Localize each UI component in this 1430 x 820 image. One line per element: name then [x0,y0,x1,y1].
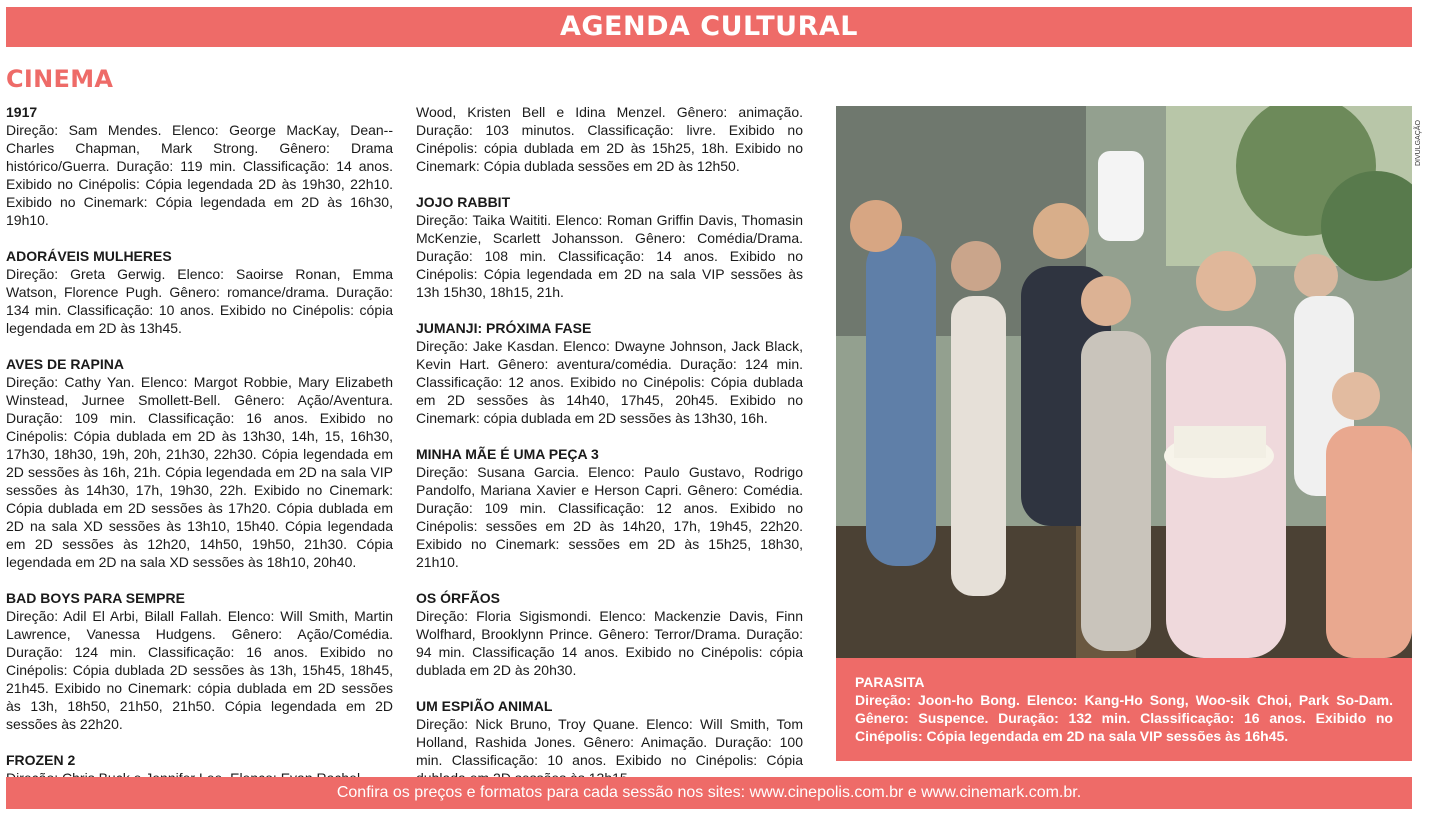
movie-entry [6,589,393,733]
movie-description: Direção: Nick Bruno, Troy Quane. Elenco: Will Smith, Tom Holland, Rashida Jones. Gênero: Animação. Duração: 100 min. Classificação: 10 anos. Exibido no Cinépolis: Cópia [416,716,803,768]
listing-column-1 [6,103,393,805]
movie-title: FROZEN 2 [6,752,76,768]
movie-title: OS ÓRFÃOS [416,590,501,606]
footer-note: Confira os preços e formatos para cada sessão nos sites: www.cinepolis.com.br e www.cinemark.com.br. [6,777,1412,809]
movie-entry [416,589,803,679]
movie-entry [416,697,803,787]
movie-title: 1917 [6,104,38,120]
movie-description: Direção: Floria Sigismondi. Elenco: Mackenzie Davis, Finn Wolfhard, Brooklynn Prince. Gênero: Terror/Drama. Duração: 94 min. Classificação 14 anos. Exibido no Cinépolis: cópia dublada em 2D às 20h30. [416,608,803,678]
movie-title: ADORÁVEIS MULHERES [6,248,172,264]
movie-description: Direção: Greta Gerwig. Elenco: Saoirse Ronan, Emma Watson, Florence Pugh. Gênero: romance/drama. Duração: 134 min. Classificação: 10 anos. Exibido no Cinépolis: cópia legendada em 2D às 13h45. [6,266,393,336]
movie-entry [6,355,393,571]
listing-column-2 [416,103,803,805]
movie-description: Direção: Susana Garcia. Elenco: Paulo Gustavo, Rodrigo Pandolfo, Mariana Xavier e Herson Capri. Gênero: Comédia. Duração: 109 min. Classificação: 12 anos. Exibido no Cinépolis: sessões em 2D às 14h20, 17h, 19h45, 22h20. Exibido no Cinemark: sessões em 2D às 15h25, 18h30, 21h10. [416,464,803,570]
movie-description: Direção: Jake Kasdan. Elenco: Dwayne Johnson, Jack Black, Kevin Hart. Gênero: aventura/comédia. Duração: 124 min. Classificação: 12 anos. Exibido no Cinépolis: Cópia dublada em 2D sessões às 14h40, 17h45, 20h45. Exibido no Cinemark: cópia dublada em 2D sessões às 13h30, 16h. [416,338,803,426]
movie-title: BAD BOYS PARA SEMPRE [6,590,185,606]
movie-description: Direção: Adil El Arbi, Bilall Fallah. Elenco: Will Smith, Martin Lawrence, Vanessa Hudgens. Gênero: Ação/Comédia. Duração: 124 min. Classificação: 16 anos. Exibido no Cinépolis: Cópia dublada 2D sessões às 13h, 15h45, 18h45, 21h45. Exibido no Cinemark: cópia dublada em 2D sessões às 13h, 18h50, 21h50, 21h50. Cópia legendada em 2D sessões às 22h20. [6,608,393,732]
movie-description-continuation: Wood, Kristen Bell e Idina Menzel. Gênero: animação. Duração: 103 minutos. Classificação: livre. Exibido no Cinépolis: cópia dublada em 2D às 15h25, 18h. Exibido no Cinemark: Cópia dublada sessões em 2D às 12h50. [416,104,803,174]
movie-title: MINHA MÃE É UMA PEÇA 3 [416,446,599,462]
movie-description: Direção: Cathy Yan. Elenco: Margot Robbie, Mary Elizabeth Winstead, Jurnee Smollett-Bell. Gênero: Ação/Aventura. Duração: 109 min. Classificação: 16 anos. Exibido no Cinépolis: Cópia dublada em 2D às 13h30, 14h, 15, 16h30, 17h30, 18h30, 19h, 20h, 21h30, 22h30. Cópia legendada em 2D sessões às 16h, 21h. Cópia legendada em 2D na sala VIP sessões às 14h30, 17h, 19h30, 22h. Exibido no Cinemark: Cópia dublada em 2D sessões às 17h20. Cópia dublada em 2D na sala XD sessões às 13h10, 15h40. Cópia legendada em 2D sessões às 12h20, 14h50, 19h50, 21h30. Cópia legendada em 2D na sala XD sessões às 18h10, 20h40. [6,374,393,570]
movie-description: Direção: Sam Mendes. Elenco: George MacKay, Dean--Charles Chapman, Mark Strong. Gênero: Drama histórico/Guerra. Duração: 119 min. Classificação: 14 anos. Exibido no Cinépolis: Cópia legendada 2D às 19h30, 22h10. Exibido no Cinemark: Cópia legendada em 2D às 16h30, 19h10. [6,122,393,228]
movie-title: AVES DE RAPINA [6,356,124,372]
film-still-photo [836,106,1412,658]
photo-credit: DIVULGAÇÃO [1415,120,1422,166]
movie-entry [416,193,803,301]
movie-entry [6,103,393,229]
movie-title: JUMANJI: PRÓXIMA FASE [416,320,592,336]
movie-entry [416,445,803,571]
movie-description: Direção: Taika Waititi. Elenco: Roman Griffin Davis, Thomasin McKenzie, Scarlett Johansson. Gênero: Comédia/Drama. Duração: 108 min. Classificação: 14 anos. Exibido no Cinépolis: Cópia legendada em 2D na sala VIP sessões às 13h 15h30, 18h15, 21h. [416,212,803,300]
movie-title: JOJO RABBIT [416,194,511,210]
featured-movie-description: Direção: Joon-ho Bong. Elenco: Kang-Ho Song, Woo-sik Choi, Park So-Dam. Gênero: Suspence. Duração: 132 min. Classificação: 16 anos. Exibido no Cinépolis: Cópia legendada em 2D na sala VIP sessões às 16h45. [855,692,1393,744]
movie-entry [6,247,393,337]
movie-entry [416,319,803,427]
featured-movie-title: PARASITA [855,674,925,690]
featured-movie-box [836,658,1412,761]
page-banner: AGENDA CULTURAL [6,7,1412,47]
section-title: CINEMA [6,65,114,93]
movie-title: UM ESPIÃO ANIMAL [416,698,553,714]
photo-illustration [836,106,1412,658]
